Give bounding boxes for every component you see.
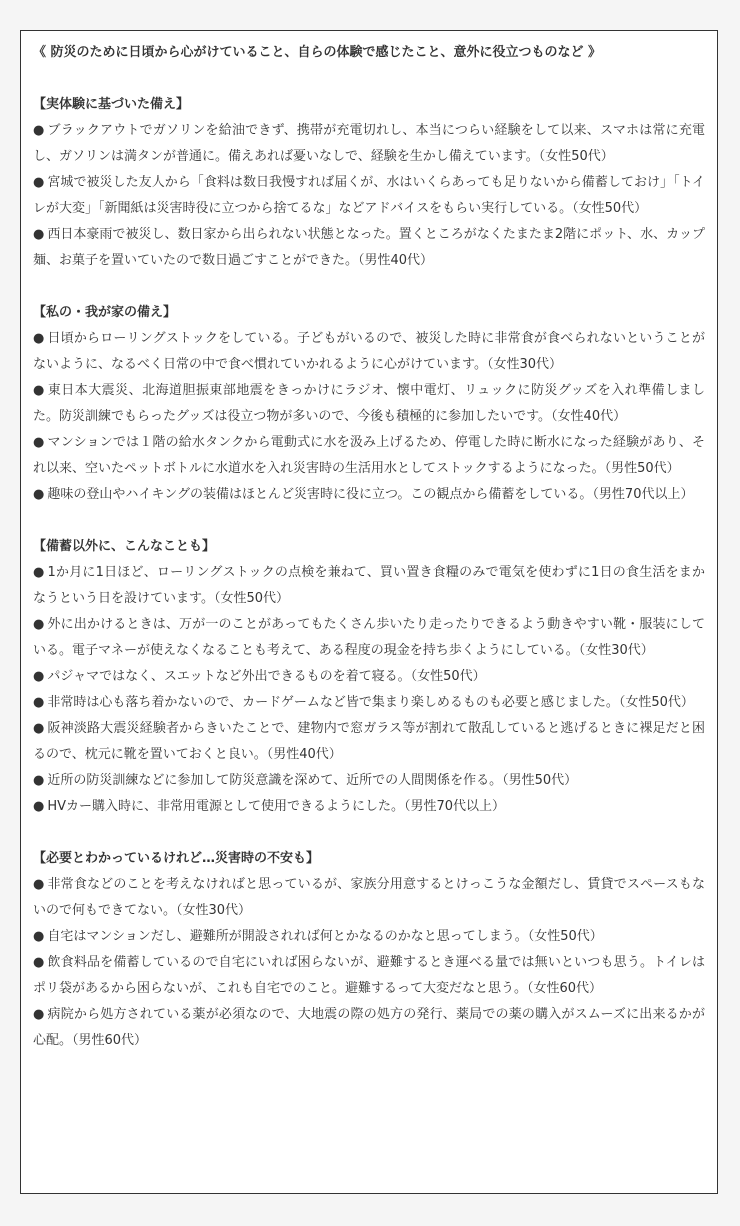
item-text: 飲食料品を備蓄しているので自宅にいれば困らないが、避難するとき運べる量では無いといつも思う。トイレはポリ袋があるから困らないが、これも自宅でのこと。避難するって大変だなと思う。（女性60代） (33, 955, 705, 996)
section-other (33, 534, 705, 820)
bullet-icon: ● (33, 773, 45, 788)
item-text: 外に出かけるときは、万が一のことがあってもたくさん歩いたり走ったりできるよう動きやすい靴・服装にしている。電子マネーが使えなくなることも考えて、ある程度の現金を持ち歩くようにしている。（女性30代） (33, 617, 705, 658)
item-text: 趣味の登山やハイキングの装備はほとんど災害時に役に立つ。この観点から備蓄をしている。（男性70代以上） (47, 487, 694, 502)
bullet-icon: ● (33, 565, 45, 580)
list-item (33, 326, 705, 378)
bullet-icon: ● (33, 435, 45, 450)
bullet-icon: ● (33, 331, 45, 346)
list-item (33, 430, 705, 482)
bullet-icon: ● (33, 877, 45, 892)
list-item (33, 664, 705, 690)
bullet-icon: ● (33, 669, 45, 684)
item-text: 非常時は心も落ち着かないので、カードゲームなど皆で集まり楽しめるものも必要と感じました。（女性50代） (47, 695, 694, 710)
item-text: 自宅はマンションだし、避難所が開設されれば何とかなるのかなと思ってしまう。（女性50代） (47, 929, 603, 944)
section-concerns (33, 846, 705, 1054)
bottom-bar (0, 1196, 740, 1226)
item-text: 病院から処方されている薬が必須なので、大地震の際の処方の発行、薬局での薬の購入がスムーズに出来るかが心配。（男性60代） (33, 1007, 705, 1048)
bullet-icon: ● (33, 175, 45, 190)
item-text: 阪神淡路大震災経験者からきいたことで、建物内で窓ガラス等が割れて散乱していると逃げるときに裸足だと困るので、枕元に靴を置いておくと良い。（男性40代） (33, 721, 705, 762)
bullet-icon: ● (33, 721, 45, 736)
bullet-icon: ● (33, 227, 45, 242)
list-item (33, 118, 705, 170)
item-text: 近所の防災訓練などに参加して防災意識を深めて、近所での人間関係を作る。（男性50代） (47, 773, 578, 788)
list-item (33, 222, 705, 274)
item-text: 1か月に1日ほど、ローリングストックの点検を兼ねて、買い置き食糧のみで電気を使わずに1日の食生活をまかなうという日を設けています。（女性50代） (33, 565, 705, 606)
page-title: 《 防災のために日頃から心がけていること、自らの体験で感じたこと、意外に役立つものなど 》 (33, 45, 602, 60)
bullet-icon: ● (33, 123, 45, 138)
bullet-icon: ● (33, 955, 45, 970)
section-household (33, 300, 705, 508)
item-text: HVカー購入時に、非常用電源として使用できるようにした。（男性70代以上） (47, 799, 506, 814)
section-heading: 【実体験に基づいた備え】 (33, 97, 190, 112)
spacer (33, 820, 705, 846)
item-text: ブラックアウトでガソリンを給油できず、携帯が充電切れし、本当につらい経験をして以来、スマホは常に充電し、ガソリンは満タンが普通に。備えあれば憂いなしで、経験を生かし備えています。（女性50代） (33, 123, 706, 164)
list-item (33, 170, 705, 222)
bullet-icon: ● (33, 487, 45, 502)
list-item (33, 716, 705, 768)
list-item (33, 872, 705, 924)
item-text: マンションでは１階の給水タンクから電動式に水を汲み上げるため、停電した時に断水になった経験があり、それ以来、空いたペットボトルに水道水を入れ災害時の生活用水としてストックするようになった。（男性50代） (33, 435, 706, 476)
list-item (33, 378, 705, 430)
bullet-icon: ● (33, 695, 45, 710)
bullet-icon: ● (33, 617, 45, 632)
bullet-icon: ● (33, 799, 45, 814)
list-item (33, 690, 705, 716)
item-text: 非常食などのことを考えなければと思っているが、家族分用意するとけっこうな金額だし、賃貸でスペースもないので何もできてない。（女性30代） (33, 877, 705, 918)
list-item (33, 560, 705, 612)
section-heading: 【備蓄以外に、こんなことも】 (33, 539, 216, 554)
comments-box (20, 30, 718, 1194)
spacer (33, 66, 705, 92)
spacer (33, 508, 705, 534)
item-text: 宮城で被災した友人から「食料は数日我慢すれば届くが、水はいくらあっても足りないから備蓄しておけ」「トイレが大変」「新聞紙は災害時役に立つから捨てるな」などアドバイスをもらい実行している。（女性50代） (33, 175, 705, 216)
spacer (33, 274, 705, 300)
bullet-icon: ● (33, 383, 45, 398)
item-text: 日頃からローリングストックをしている。子どもがいるので、被災した時に非常食が食べられないということがないように、なるべく日常の中で食べ慣れていかれるように心がけています。（女性30代） (33, 331, 706, 372)
list-item (33, 612, 705, 664)
section-heading: 【私の・我が家の備え】 (33, 305, 177, 320)
bullet-icon: ● (33, 1007, 45, 1022)
list-item (33, 950, 705, 1002)
list-item (33, 794, 705, 820)
item-text: 西日本豪雨で被災し、数日家から出られない状態となった。置くところがなくたまたま2階にポット、水、カップ麺、お菓子を置いていたので数日過ごすことができた。（男性40代） (33, 227, 705, 268)
list-item (33, 1002, 705, 1054)
section-heading: 【必要とわかっているけれど…災害時の不安も】 (33, 851, 320, 866)
bullet-icon: ● (33, 929, 45, 944)
list-item (33, 768, 705, 794)
item-text: 東日本大震災、北海道胆振東部地震をきっかけにラジオ、懐中電灯、リュックに防災グッズを入れ準備しました。防災訓練でもらったグッズは役立つ物が多いので、今後も積極的に参加したいです。（女性40代） (33, 383, 705, 424)
item-text: パジャマではなく、スエットなど外出できるものを着て寝る。（女性50代） (47, 669, 486, 684)
section-experience (33, 92, 705, 274)
list-item (33, 924, 705, 950)
top-bar (0, 0, 740, 28)
list-item (33, 482, 705, 508)
